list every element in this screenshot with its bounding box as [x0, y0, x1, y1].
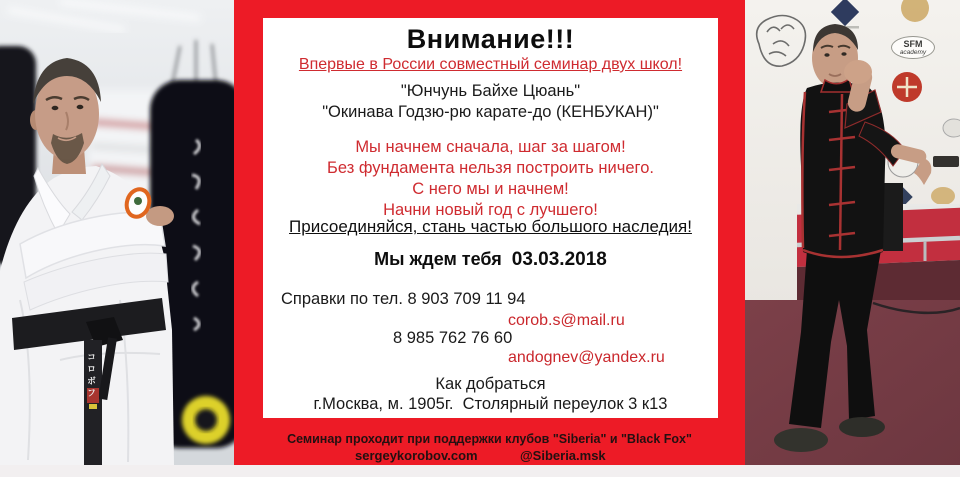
waiting-label: Мы ждем тебя: [374, 249, 502, 269]
message-line-3: С него мы и начнем!: [412, 180, 569, 198]
right-photo-illustration: [745, 0, 960, 465]
oval-logo-right: [943, 119, 960, 137]
footer-social-handle: @Siberia.msk: [520, 448, 606, 463]
fist: [844, 60, 872, 84]
school-name-2: "Окинава Годзю-рю карате-до (КЕНБУКАН)": [322, 103, 659, 121]
belt-katakana-text: コロボフ: [86, 352, 96, 400]
join-call-line: Присоединяйся, стань частью большого наследия!: [289, 217, 692, 236]
bottom-light-strip: [0, 465, 960, 477]
sfm-logo-subtext: academy: [899, 49, 927, 56]
event-date: 03.03.2018: [511, 249, 607, 270]
date-row: [263, 249, 718, 271]
footer-support-line: Семинар проходит при поддержки клубов "Siberia" и "Black Fox": [287, 432, 692, 446]
school-name-1: "Юнчунь Байхе Цюань": [400, 82, 581, 100]
dark-bar-logo: [933, 156, 959, 167]
message-line-2: Без фундамента нельзя построить ничего.: [327, 159, 654, 177]
red-panel: [234, 0, 745, 465]
email-address-1: corob.s@mail.ru: [508, 312, 625, 329]
right-photo-kungfu-master: [745, 0, 960, 465]
message-line-1: Мы начнем сначала, шаг за шагом!: [355, 138, 626, 156]
red-circle-logo: [892, 72, 922, 102]
sfm-academy-logo: [891, 36, 935, 59]
phone-line-1: Справки по тел. 8 903 709 11 94: [281, 290, 526, 308]
poster-title: Внимание!!!: [406, 24, 575, 54]
poster-subtitle: Впервые в России совместный семинар двух школ!: [298, 56, 683, 73]
announcement-card: [263, 18, 718, 418]
phone-line-2: 8 985 762 76 60: [393, 329, 513, 347]
hand: [146, 206, 174, 226]
email-address-2: andognev@yandex.ru: [508, 349, 665, 366]
gold-oval-logo-lower: [931, 187, 955, 205]
message-line-4: Начни новый год с лучшего!: [383, 201, 598, 219]
left-photo-karate-master: [0, 0, 234, 465]
shoe-left: [774, 428, 828, 452]
address-line: г.Москва, м. 1905г. Столярный переулок 3 к13: [313, 395, 668, 413]
left-photo-illustration: [0, 0, 234, 465]
footer-website: sergeykorobov.com: [355, 448, 478, 463]
shoe-right: [839, 417, 885, 437]
sfm-logo-text: SFM: [903, 39, 923, 49]
directions-heading: Как добраться: [435, 375, 546, 393]
